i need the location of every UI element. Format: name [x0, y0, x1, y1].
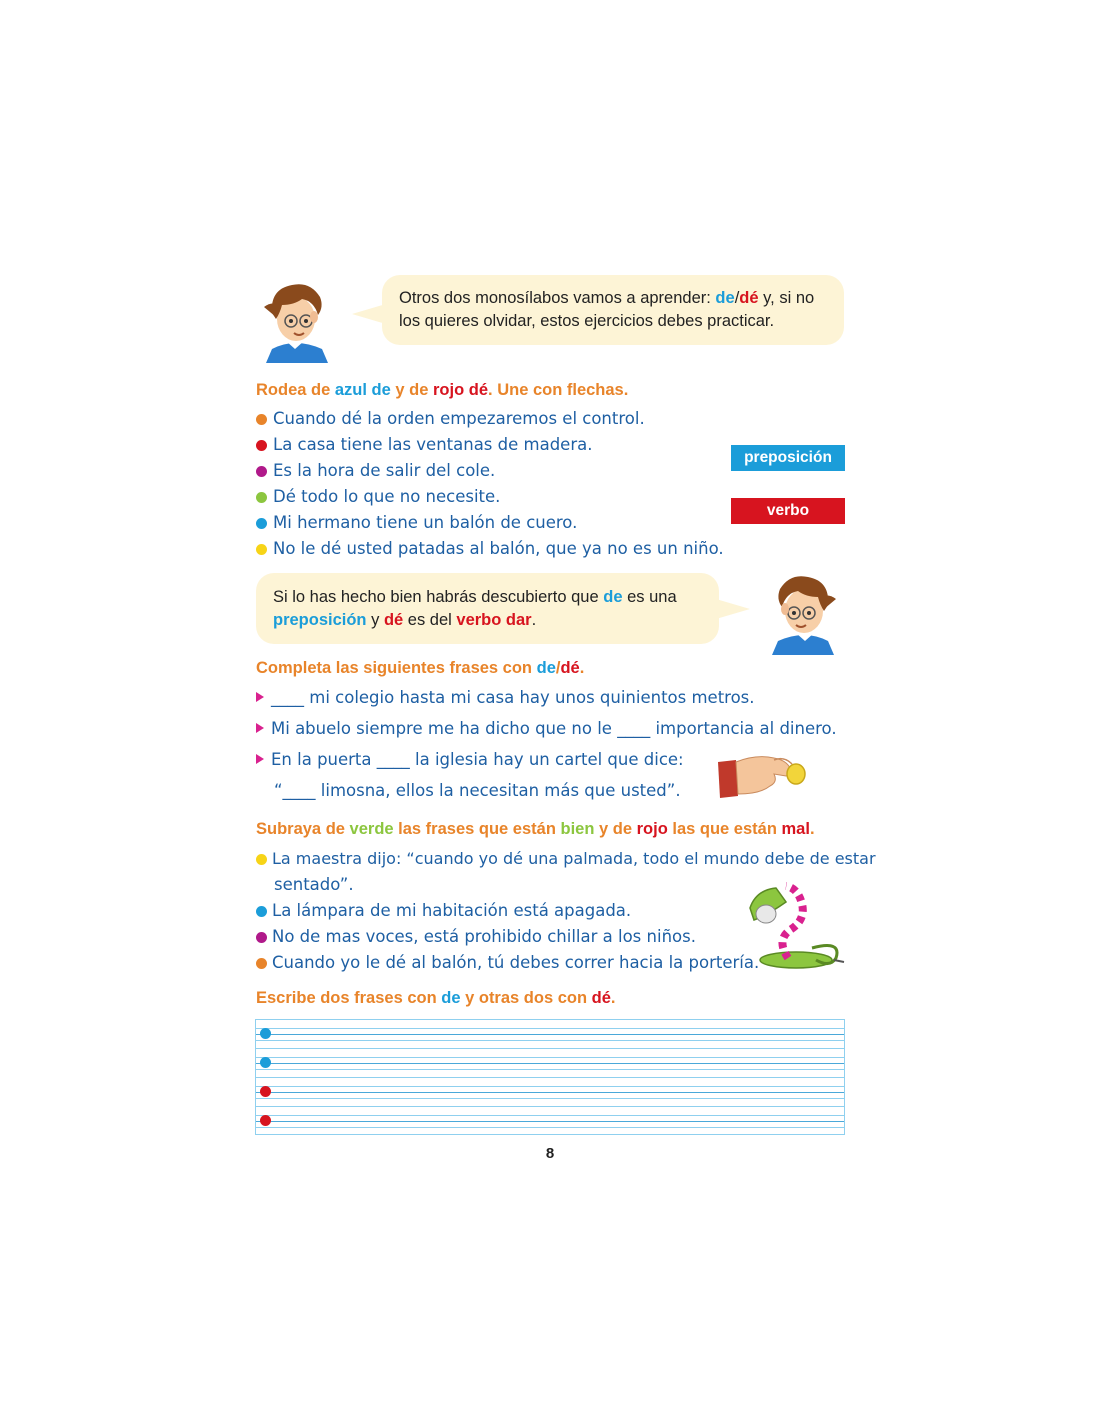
yellow-bullet-icon [256, 854, 267, 865]
heading-text: y de [390, 381, 433, 399]
blue-bullet-icon [260, 1028, 271, 1039]
heading-azul: azul [334, 381, 367, 399]
exercise-4-heading [256, 989, 616, 1008]
ruled-line [256, 1040, 844, 1041]
heading-de: de [371, 381, 391, 399]
list-item-text: Mi abuelo siempre me ha dicho que no le ____ importancia al dinero. [271, 719, 837, 738]
ruled-line [256, 1115, 844, 1116]
speech-bubble-tail [352, 302, 386, 326]
speech-bubble-tail [716, 597, 750, 621]
hint-text-part: . [531, 611, 537, 629]
heading-de-accent: dé [591, 989, 611, 1007]
list-item-text: La casa tiene las ventanas de madera. [273, 435, 593, 454]
heading-de: de [441, 989, 461, 1007]
hand-with-coin-icon [716, 750, 808, 800]
ruled-line [256, 1098, 844, 1099]
list-item-text: En la puerta ____ la iglesia hay un cartel que dice: [271, 750, 684, 769]
blue-bullet-icon [256, 518, 267, 529]
ruled-line [256, 1034, 844, 1035]
ruled-line [256, 1106, 844, 1107]
blue-bullet-icon [260, 1057, 271, 1068]
list-item-text: “____ limosna, ellos la necesitan más que usted”. [274, 781, 681, 800]
exercise-2-heading [256, 659, 584, 678]
ruled-line [256, 1069, 844, 1070]
hint-de-accent: dé [383, 611, 404, 629]
heading-text: Rodea de [256, 381, 335, 399]
writing-area[interactable] [255, 1019, 845, 1135]
word-de-accent: dé [739, 289, 759, 307]
list-item-text: sentado”. [274, 875, 354, 894]
ruled-line [256, 1127, 844, 1128]
green-bullet-icon [256, 492, 267, 503]
intro-bubble [382, 275, 844, 345]
list-item-text: No le dé usted patadas al balón, que ya no es un niño. [273, 539, 724, 558]
heading-text: Subraya de [256, 820, 350, 838]
heading-text: las frases que están [393, 820, 561, 838]
hint-text [273, 586, 713, 632]
list-item-text: Es la hora de salir del cole. [273, 461, 496, 480]
page-number: 8 [545, 1145, 555, 1162]
hint-text-part: y [366, 611, 384, 629]
hint-preposicion: preposición [273, 611, 367, 629]
ruled-line [256, 1057, 844, 1058]
exercise-1-heading [256, 381, 628, 400]
intro-text [399, 287, 839, 333]
heading-text: . Une con flechas. [488, 381, 629, 399]
heading-bien: bien [560, 820, 595, 838]
heading-rojo: rojo [636, 820, 668, 838]
orange-bullet-icon [256, 414, 267, 425]
slash: / [555, 659, 561, 677]
purple-bullet-icon [256, 932, 267, 943]
intro-text-part: Otros dos monosílabos vamos a aprender: [399, 289, 716, 307]
list-item-text: Cuando dé la orden empezaremos el control. [273, 409, 645, 428]
orange-bullet-icon [256, 958, 267, 969]
red-bullet-icon [260, 1086, 271, 1097]
ruled-line [256, 1048, 844, 1049]
heading-text: las que están [667, 820, 782, 838]
hint-verbo-dar: verbo dar [456, 611, 532, 629]
red-bullet-icon [260, 1115, 271, 1126]
preposicion-tag: preposición [731, 445, 845, 471]
list-item-text: ____ mi colegio hasta mi casa hay unos quinientos metros. [271, 688, 755, 707]
verbo-tag: verbo [731, 498, 845, 524]
heading-de: de [536, 659, 556, 677]
list-item-text: No de mas voces, está prohibido chillar a los niños. [272, 927, 696, 946]
heading-de-accent: dé [468, 381, 489, 399]
heading-text: . [809, 820, 815, 838]
triangle-bullet-icon [256, 754, 264, 764]
list-item-text: Cuando yo le dé al balón, tú debes correr hacia la portería. [272, 953, 760, 972]
list-item-text: Mi hermano tiene un balón de cuero. [273, 513, 578, 532]
hint-text-part: es una [622, 588, 677, 606]
ruled-line [256, 1092, 844, 1093]
heading-text: . [610, 989, 616, 1007]
hint-de: de [603, 588, 623, 606]
yellow-bullet-icon [256, 544, 267, 555]
list-item-text: La maestra dijo: “cuando yo dé una palmada, todo el mundo debe de estar [272, 849, 876, 868]
boy-character-icon [768, 571, 842, 655]
heading-text: . [579, 659, 585, 677]
heading-text: Completa las siguientes frases con [256, 659, 537, 677]
heading-text: Escribe dos frases con [256, 989, 442, 1007]
ruled-line [256, 1077, 844, 1078]
heading-verde: verde [349, 820, 394, 838]
triangle-bullet-icon [256, 723, 264, 733]
red-bullet-icon [256, 440, 267, 451]
exercise-3-heading [256, 820, 815, 839]
intro-text-part: y, si no [758, 289, 815, 307]
boy-character-icon [258, 279, 332, 363]
slash: / [734, 289, 740, 307]
blue-bullet-icon [256, 906, 267, 917]
heading-text: y otras dos con [460, 989, 592, 1007]
ruled-line [256, 1063, 844, 1064]
intro-text-line2: los quieres olvidar, estos ejercicios debes practicar. [399, 312, 775, 330]
heading-mal: mal [781, 820, 810, 838]
ruled-line [256, 1121, 844, 1122]
list-item-text: Dé todo lo que no necesite. [273, 487, 501, 506]
lamp-icon [746, 880, 846, 970]
heading-text: y de [594, 820, 637, 838]
heading-de-accent: dé [560, 659, 580, 677]
ruled-line [256, 1028, 844, 1029]
hint-text-part: Si lo has hecho bien habrás descubierto que [273, 588, 604, 606]
ruled-line [256, 1086, 844, 1087]
triangle-bullet-icon [256, 692, 264, 702]
hint-bubble [256, 573, 719, 644]
heading-rojo: rojo [433, 381, 465, 399]
list-item-text: La lámpara de mi habitación está apagada. [272, 901, 632, 920]
purple-bullet-icon [256, 466, 267, 477]
word-de: de [715, 289, 735, 307]
hint-text-part: es del [403, 611, 457, 629]
